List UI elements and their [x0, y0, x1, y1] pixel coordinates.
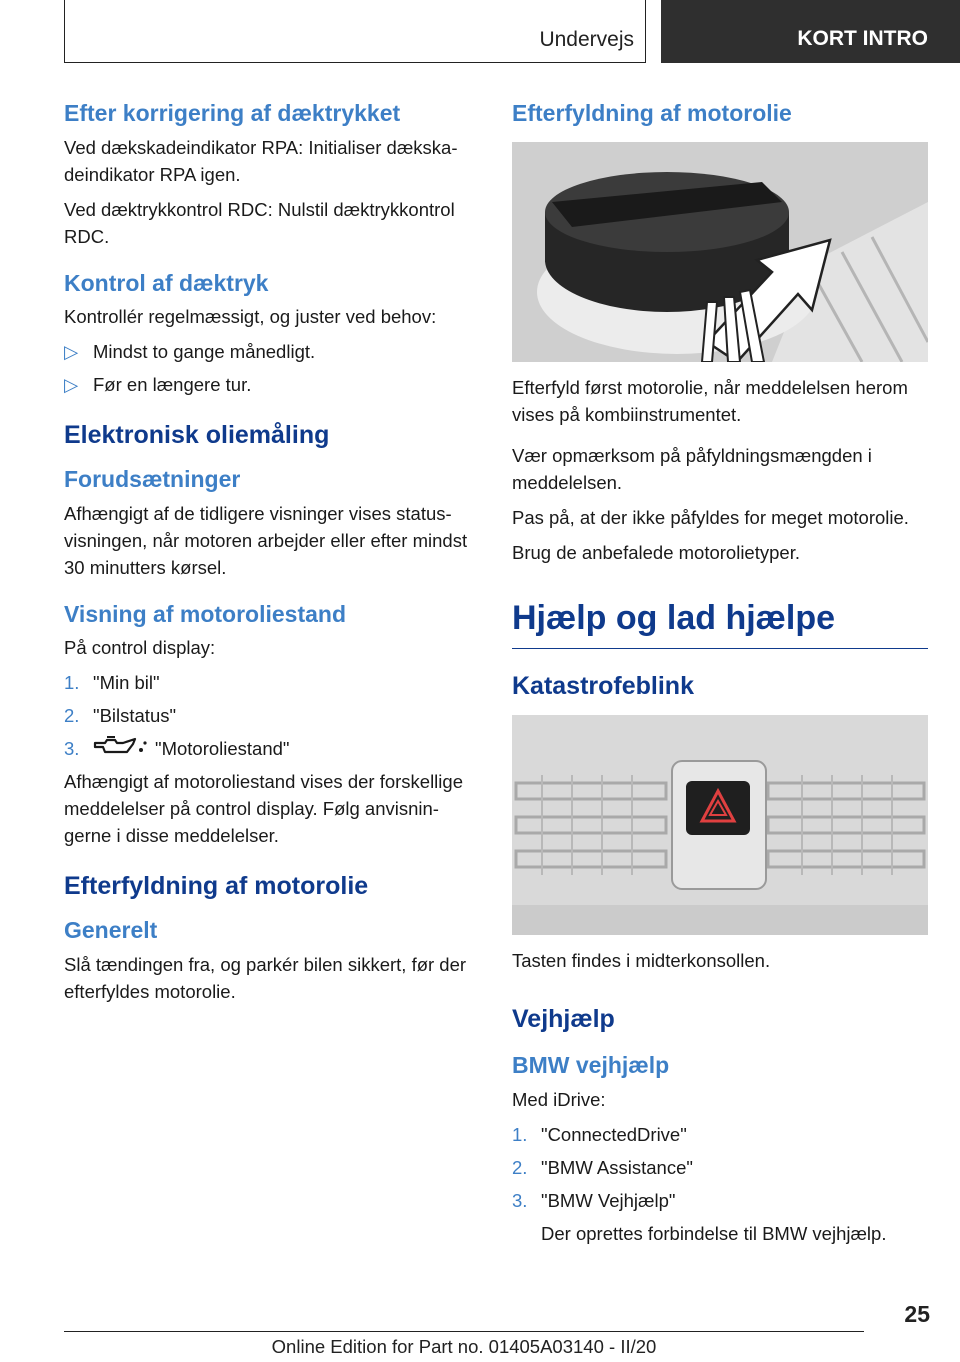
oil-cap-photo [512, 142, 928, 362]
text-opmaerksom: Vær opmærksom på påfyldningsmængden i meddelelsen. [512, 444, 872, 493]
text-afhaengigt: Afhængigt af motoroliestand vises der forskellige meddelelser på control display. Følg anvisnin-gerne i disse meddelelser. [64, 771, 463, 847]
text-oprettes: Der oprettes forbindelse til BMW vejhjælp. [541, 1222, 887, 1244]
heading-efterfyldning-right: Efterfyldning af motorolie [512, 100, 792, 126]
heading-efterfyldning: Efterfyldning af motorolie [64, 872, 369, 901]
heading-korrigering: Efter korrigering af dæktrykket [64, 100, 401, 126]
list-item: 3. "BMW Vejhjælp" [512, 1189, 676, 1211]
text-generelt: Slå tændingen fra, og parkér bilen sikkert, før der efterfyldes motorolie. [64, 953, 467, 1002]
right-column [512, 100, 928, 1255]
list-item: ▷ Mindst to gange månedligt. [64, 338, 482, 365]
triangle-bullet-icon: ▷ [64, 341, 79, 363]
text-kontrol: Kontrollér regelmæssigt, og juster ved behov: [64, 306, 437, 328]
text-visning: På control display: [64, 637, 216, 659]
text-forudsaetninger: Afhængigt af de tidligere visninger vises status-visningen, når motoren arbejder eller efter mindst 30 minutters kørsel. [64, 502, 468, 578]
text-brug: Brug de anbefalede motorolietyper. [512, 541, 800, 563]
text-first: Efterfyld først motorolie, når meddelelsen herom vises på kombiinstrumentet. [512, 376, 908, 425]
visning-steps [64, 669, 482, 762]
list-item: 3. "Motoroliestand" [64, 735, 482, 762]
idrive-steps [512, 1121, 928, 1214]
list-item: ▷ Før en længere tur. [64, 371, 482, 398]
heading-bmw-vejhjaelp: BMW vejhjælp [512, 1052, 670, 1079]
heading-vejhjaelp: Vejhjælp [512, 1005, 615, 1034]
page-number: 25 [904, 1301, 930, 1327]
text-idrive: Med iDrive: [512, 1088, 606, 1110]
heading-elektronisk: Elektronisk oliemåling [64, 421, 330, 450]
footer-divider [64, 1331, 864, 1332]
left-column [64, 100, 482, 1013]
heading-forudsaetninger: Forudsætninger [64, 466, 241, 493]
text-tasten: Tasten findes i midterkonsollen. [512, 950, 771, 972]
oil-can-icon [93, 735, 147, 757]
kontrol-list [64, 338, 482, 398]
heading-hjaelp: Hjælp og lad hjælpe [512, 598, 928, 650]
header-section-title: Undervejs [539, 28, 634, 51]
triangle-bullet-icon: ▷ [64, 374, 79, 396]
header-chapter-tab: KORT INTRO [661, 0, 960, 63]
heading-visning: Visning af motoroliestand [64, 600, 346, 627]
list-item: 2. "BMW Assistance" [512, 1156, 693, 1178]
heading-katastrofeblink: Katastrofeblink [512, 672, 694, 701]
text-rpa: Ved dækskadeindikator RPA: Initialiser dækska-deindikator RPA igen. [64, 136, 458, 185]
list-item: 2. "Bilstatus" [64, 705, 177, 727]
hazard-button-photo [512, 715, 928, 935]
text-pas: Pas på, at der ikke påfyldes for meget motorolie. [512, 506, 909, 528]
list-item: 1. "Min bil" [64, 672, 160, 694]
heading-kontrol: Kontrol af dæktryk [64, 269, 269, 296]
heading-generelt: Generelt [64, 917, 158, 944]
list-item: 1. "ConnectedDrive" [512, 1123, 687, 1145]
text-rdc: Ved dæktrykkontrol RDC: Nulstil dæktrykkontrol RDC. [64, 198, 455, 247]
footer-edition: Online Edition for Part no. 01405A03140 - II/20 [271, 1336, 657, 1357]
